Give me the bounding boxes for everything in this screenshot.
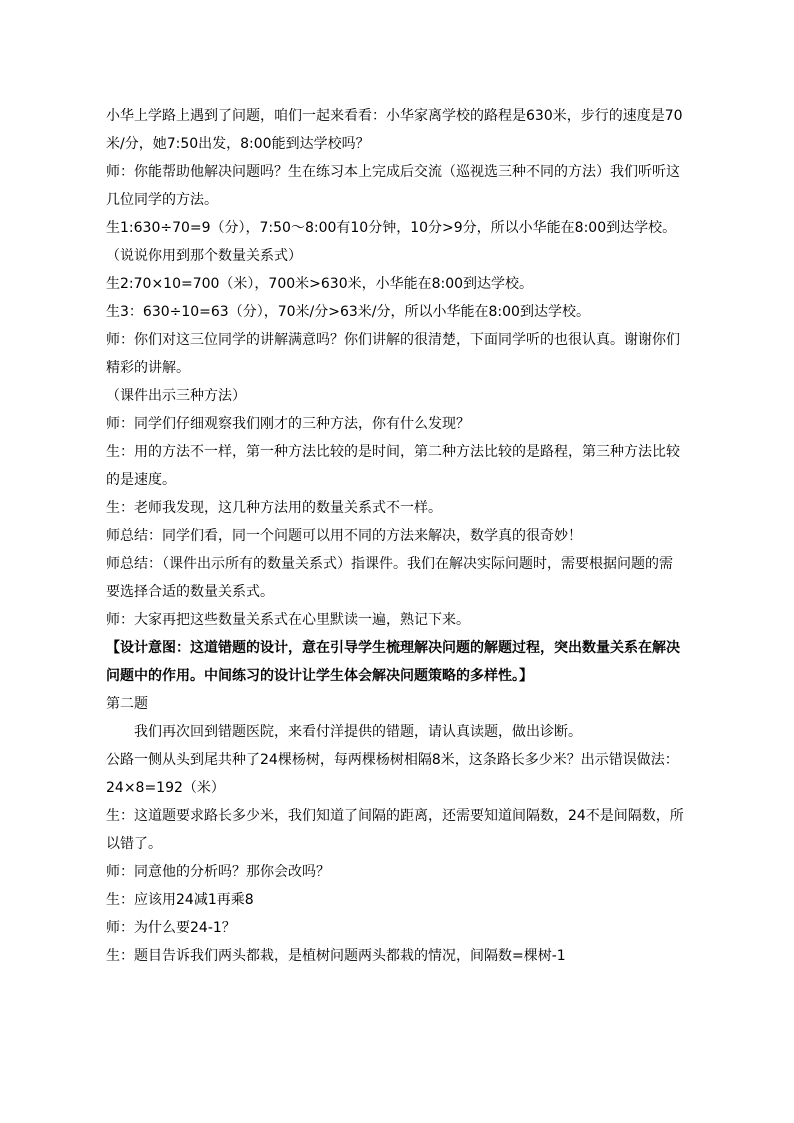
text-line: （课件出示三种方法）: [106, 388, 246, 404]
text-line: 小华上学路上遇到了问题，咱们一起来看看：小华家离学校的路程是630米，步行的速度是70: [106, 108, 683, 124]
text-line: 生：应该用24减1再乘8: [106, 892, 254, 908]
text-line: 我们再次回到错题医院，来看付洋提供的错题，请认真读题，做出诊断。: [134, 724, 582, 740]
design-intent-line: 【设计意图：这道错题的设计，意在引导学生梳理解决问题的解题过程，突出数量关系在解决: [106, 640, 680, 656]
text-line: 生2:70×10=700（米），700米>630米，小华能在8:00到达学校。: [106, 276, 534, 292]
text-line: 米/分，她7:50出发，8:00能到达学校吗？: [106, 136, 370, 152]
text-line: 生：用的方法不一样，第一种方法比较的是时间，第二种方法比较的是路程，第三种方法比较: [106, 444, 680, 460]
text-line: 师：你们对这三位同学的讲解满意吗？你们讲解的很清楚，下面同学听的也很认真。谢谢你们: [106, 332, 680, 348]
text-line: 的是速度。: [106, 472, 176, 488]
text-line: 师：同学们仔细观察我们刚才的三种方法，你有什么发现？: [106, 416, 470, 432]
text-line: 要选择合适的数量关系式。: [106, 584, 274, 600]
text-line: 师：大家再把这些数量关系式在心里默读一遍，熟记下来。: [106, 612, 470, 628]
text-line: 生：题目告诉我们两头都栽，是植树问题两头都栽的情况，间隔数=棵树-1: [106, 948, 566, 964]
text-line: 精彩的讲解。: [106, 360, 190, 376]
text-line: 师：为什么要24-1？: [106, 920, 236, 936]
text-line: 生1:630÷70=9（分），7:50～8:00有10分钟，10分>9分，所以小华能在8:00到达学校。: [106, 220, 677, 236]
text-line: 第二题: [106, 696, 148, 712]
text-line: 几位同学的方法。: [106, 192, 218, 208]
text-line: 生：这道题要求路长多少米，我们知道了间隔的距离，还需要知道间隔数，24不是间隔数，所: [106, 808, 684, 824]
text-line: 24×8=192（米）: [106, 780, 225, 796]
text-line: 师：同意他的分析吗？那你会改吗？: [106, 864, 330, 880]
document-body: [106, 102, 688, 970]
text-line: 师总结：同学们看，同一个问题可以用不同的方法来解决，数学真的很奇妙！: [106, 528, 582, 544]
text-line: 以错了。: [106, 836, 162, 852]
text-line: 生3：630÷10=63（分），70米/分>63米/分，所以小华能在8:00到达学校。: [106, 304, 590, 320]
text-line: 生：老师我发现，这几种方法用的数量关系式不一样。: [106, 500, 442, 516]
text-line: 师：你能帮助他解决问题吗？生在练习本上完成后交流（巡视选三种不同的方法）我们听听这: [106, 164, 680, 180]
text-line: 师总结：（课件出示所有的数量关系式）指课件。我们在解决实际问题时，需要根据问题的需: [106, 556, 673, 572]
text-line: 公路一侧从头到尾共种了24棵杨树，每两棵杨树相隔8米，这条路长多少米？出示错误做法：: [106, 752, 679, 768]
design-intent-line: 问题中的作用。中间练习的设计让学生体会解决问题策略的多样性。】: [106, 668, 533, 684]
text-line: （说说你用到那个数量关系式）: [106, 248, 302, 264]
